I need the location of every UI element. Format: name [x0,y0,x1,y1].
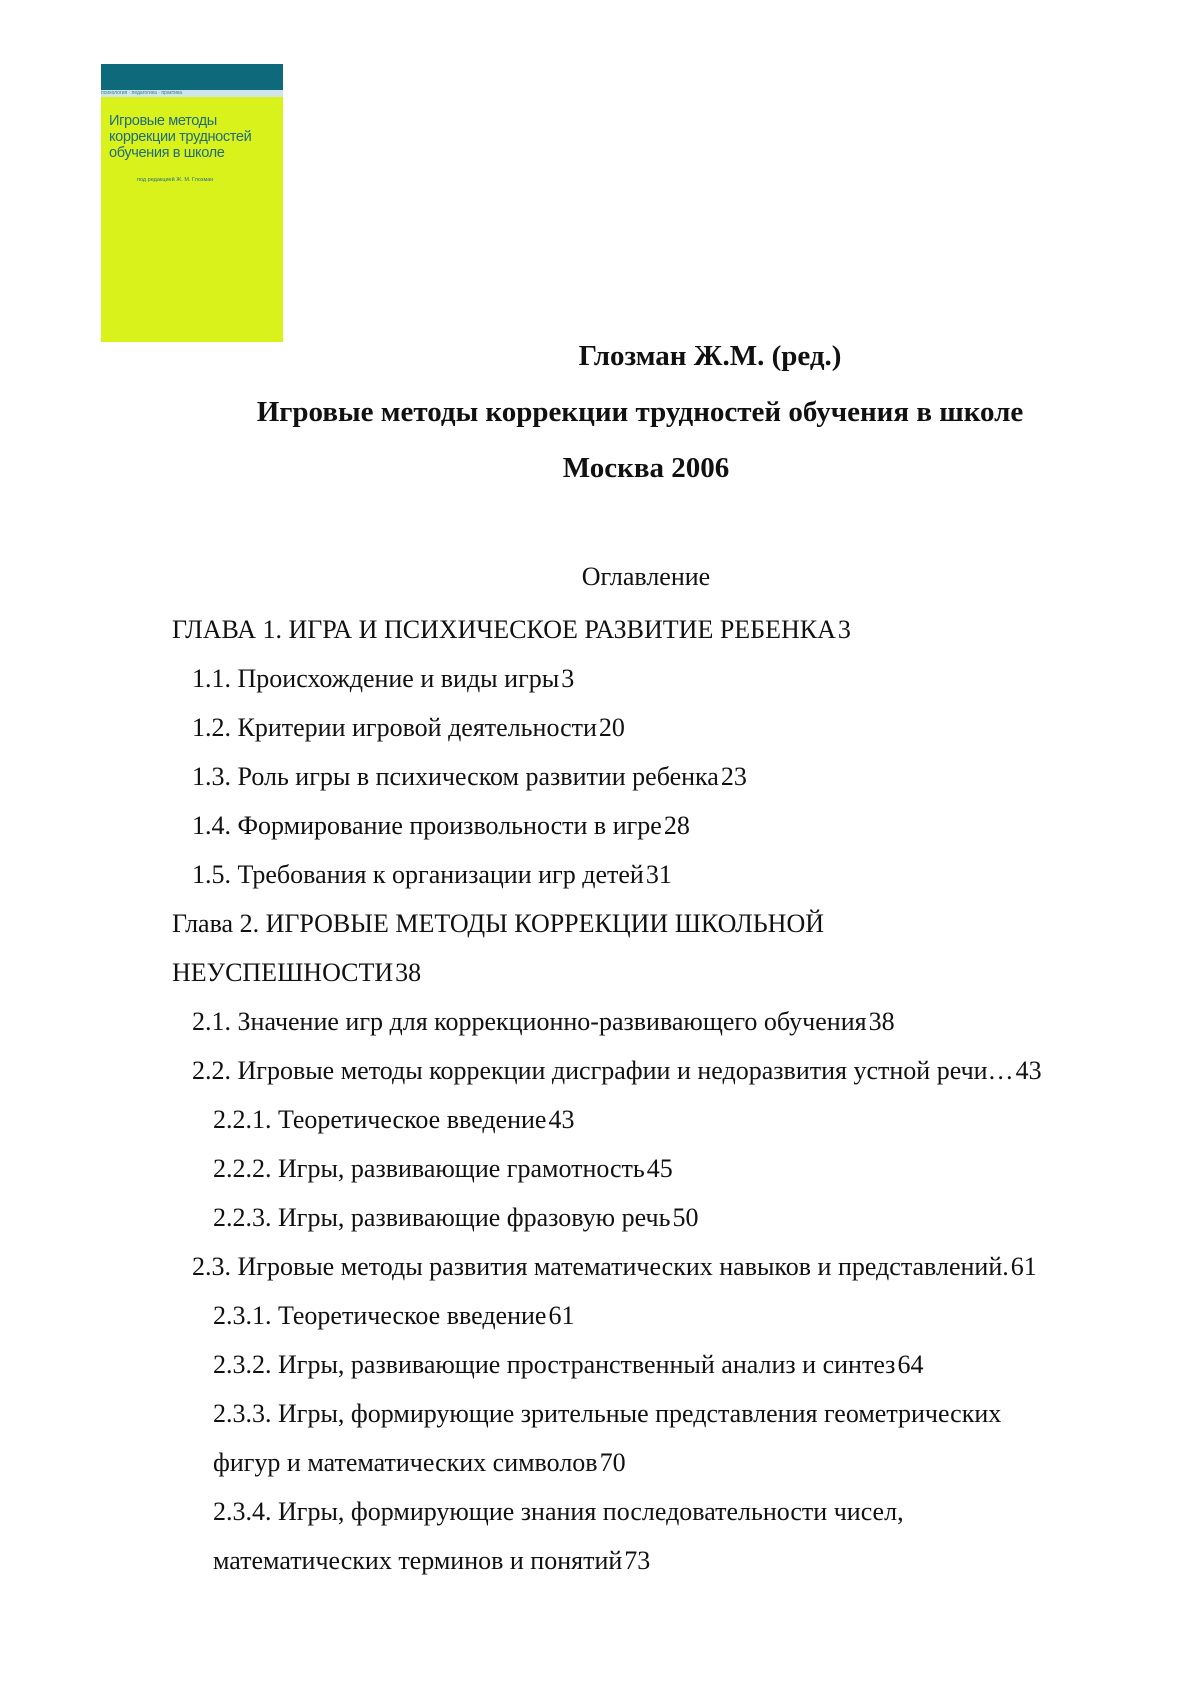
document-author: Глозман Ж.М. (ред.) [578,340,842,372]
book-cover-image [101,64,283,342]
toc-entry-page: 31 [645,860,672,889]
toc-entry-page: 23 [720,762,747,791]
toc-entry-page: 45 [646,1154,673,1183]
toc-entry-page: 20 [598,713,625,742]
toc-entry-label: 1.2. Критерии игровой деятельности [192,713,597,742]
toc-entry-label: НЕУСПЕШНОСТИ [172,958,394,987]
toc-entry-page: 50 [672,1203,699,1232]
toc-entry-label: 1.3. Роль игры в психическом развитии ребенка [192,762,719,791]
toc-entry-label: 2.3.4. Игры, формирующие знания последовательности чисел, [213,1497,904,1526]
toc-entry-label: Глава 2. ИГРОВЫЕ МЕТОДЫ КОРРЕКЦИИ ШКОЛЬНОЙ [172,909,824,938]
document-title: Игровые методы коррекции трудностей обучения в школе [256,396,1024,428]
toc-entry-label: 2.3. Игровые методы развития математических навыков и представлений. [192,1252,1009,1281]
cover-series-text: психология · педагогика · практика [101,90,183,96]
toc-entry-label: 2.1. Значение игр для коррекционно-развивающего обучения [192,1007,867,1036]
toc-entry-label: фигур и математических символов [213,1448,598,1477]
toc-entry-page: 64 [897,1350,924,1379]
cover-editor-line: под редакцией Ж. М. Глозман [137,177,214,183]
cover-title-line: Игровые методы [109,113,217,129]
toc-entry-page: 38 [868,1007,895,1036]
toc-entry-label: 1.5. Требования к организации игр детей [192,860,644,889]
toc-entry-page: 28 [663,811,690,840]
toc-entry-label: 2.3.3. Игры, формирующие зрительные представления геометрических [213,1399,1002,1428]
toc-entry-label: 1.1. Происхождение и виды игры [192,664,560,693]
toc-entry-page: 61 [1010,1252,1037,1281]
document-city-year: Москва 2006 [562,452,730,484]
toc-entry-page: 3 [561,664,575,693]
toc-entry-label: 2.2.1. Теоретическое введение [213,1105,547,1134]
cover-title-line: обучения в школе [109,145,225,161]
toc-heading: Оглавление [581,562,711,591]
toc-entry-page: 38 [395,958,422,987]
toc-entry-label: 2.3.2. Игры, развивающие пространственный анализ и синтез [213,1350,896,1379]
toc-entry-label: 2.2. Игровые методы коррекции дисграфии и недоразвития устной речи… [192,1056,1014,1085]
cover-title [109,113,283,161]
toc-entry-page: 70 [599,1448,626,1477]
toc-entry-page: 73 [624,1546,651,1575]
toc-entry-page: 3 [837,615,851,644]
toc-entry-page: 61 [548,1301,575,1330]
toc-entry-label: ГЛАВА 1. ИГРА И ПСИХИЧЕСКОЕ РАЗВИТИЕ РЕБЕНКА [172,615,836,644]
toc-entry-label: математических терминов и понятий [213,1546,623,1575]
toc-entry-label: 2.2.3. Игры, развивающие фразовую речь [213,1203,671,1232]
toc-entry-label: 2.2.2. Игры, развивающие грамотность [213,1154,645,1183]
toc-entry-label: 1.4. Формирование произвольности в игре [192,811,662,840]
toc-entry-page: 43 [548,1105,575,1134]
cover-title-line: коррекции трудностей [109,129,252,145]
toc-entry-label: 2.3.1. Теоретическое введение [213,1301,547,1330]
toc-entry-page: 43 [1015,1056,1042,1085]
